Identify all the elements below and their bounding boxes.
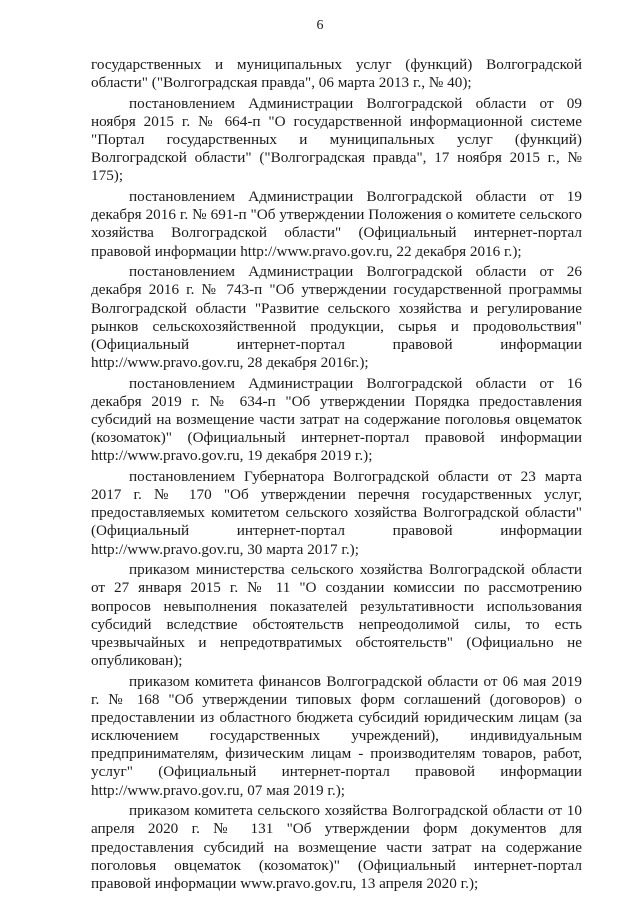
page-number: 6 — [316, 18, 324, 33]
paragraph-resolution-664p: постановлением Администрации Волгоградской области от 09 ноября 2015 г. № 664-п "О государственной информационной системе "Портал государственных и муниципальных услуг (функций) Волгоградской области" ("Волгоградская правда", 17 ноября 2015 г., № 175); — [91, 94, 582, 185]
document-body — [91, 56, 582, 896]
paragraph-finance-order-168: приказом комитета финансов Волгоградской области от 06 мая 2019 г. № 168 "Об утверждении типовых форм соглашений (договоров) о предоставлении из областного бюджета субсидий юридическим лицам (за исключением государственных учреждений), индивидуальным предпринимателям, физическим лицам - производителям товаров, работ, услуг" (Официальный интернет-портал правовой информации http://www.pravo.gov.ru, 07 мая 2019 г.); — [91, 672, 582, 799]
paragraph-governor-resolution-170: постановлением Губернатора Волгоградской области от 23 марта 2017 г. № 170 "Об утверждении перечня государственных услуг, предоставляемых комитетом сельского хозяйства Волгоградской области" (Официальный интернет-портал правовой информации http://www.pravo.gov.ru, 30 марта 2017 г.); — [91, 467, 582, 558]
paragraph-resolution-691p: постановлением Администрации Волгоградской области от 19 декабря 2016 г. № 691-п "Об утверждении Положения о комитете сельского хозяйства Волгоградской области" (Официальный интернет-портал правовой информации http://www.pravo.gov.ru, 22 декабря 2016 г.); — [91, 188, 582, 260]
paragraph-continuation: государственных и муниципальных услуг (функций) Волгоградской области" ("Волгоградская правда", 06 марта 2013 г., № 40); — [91, 56, 582, 92]
paragraph-ministry-order-11: приказом министерства сельского хозяйства Волгоградской области от 27 января 2015 г. № 11 "О создании комиссии по рассмотрению вопросов невыполнения показателей результативности использования субсидий вследствие обстоятельств непреодолимой силы, то есть чрезвычайных и непредотвратимых обстоятельств" (Официально не опубликован); — [91, 561, 582, 669]
paragraph-resolution-743p: постановлением Администрации Волгоградской области от 26 декабря 2016 г. № 743-п "Об утверждении государственной программы Волгоградской области "Развитие сельского хозяйства и регулирование рынков сельскохозяйственной продукции, сырья и продовольствия" (Официальный интернет-портал правовой информации http://www.pravo.gov.ru, 28 декабря 2016г.); — [91, 263, 582, 371]
paragraph-resolution-634p: постановлением Администрации Волгоградской области от 16 декабря 2019 г. № 634-п "Об утверждении Порядка предоставления субсидий на возмещение части затрат на содержание поголовья овцематок (козоматок)" (Официальный интернет-портал правовой информации http://www.pravo.gov.ru, 19 декабря 2019 г.); — [91, 374, 582, 465]
paragraph-agriculture-order-131: приказом комитета сельского хозяйства Волгоградской области от 10 апреля 2020 г. № 131 "Об утверждении форм документов для предоставления субсидий на возмещение части затрат на содержание поголовья овцематок (козоматок)" (Официальный интернет-портал правовой информации www.pravo.gov.ru, 13 апреля 2020 г.); — [91, 802, 582, 892]
